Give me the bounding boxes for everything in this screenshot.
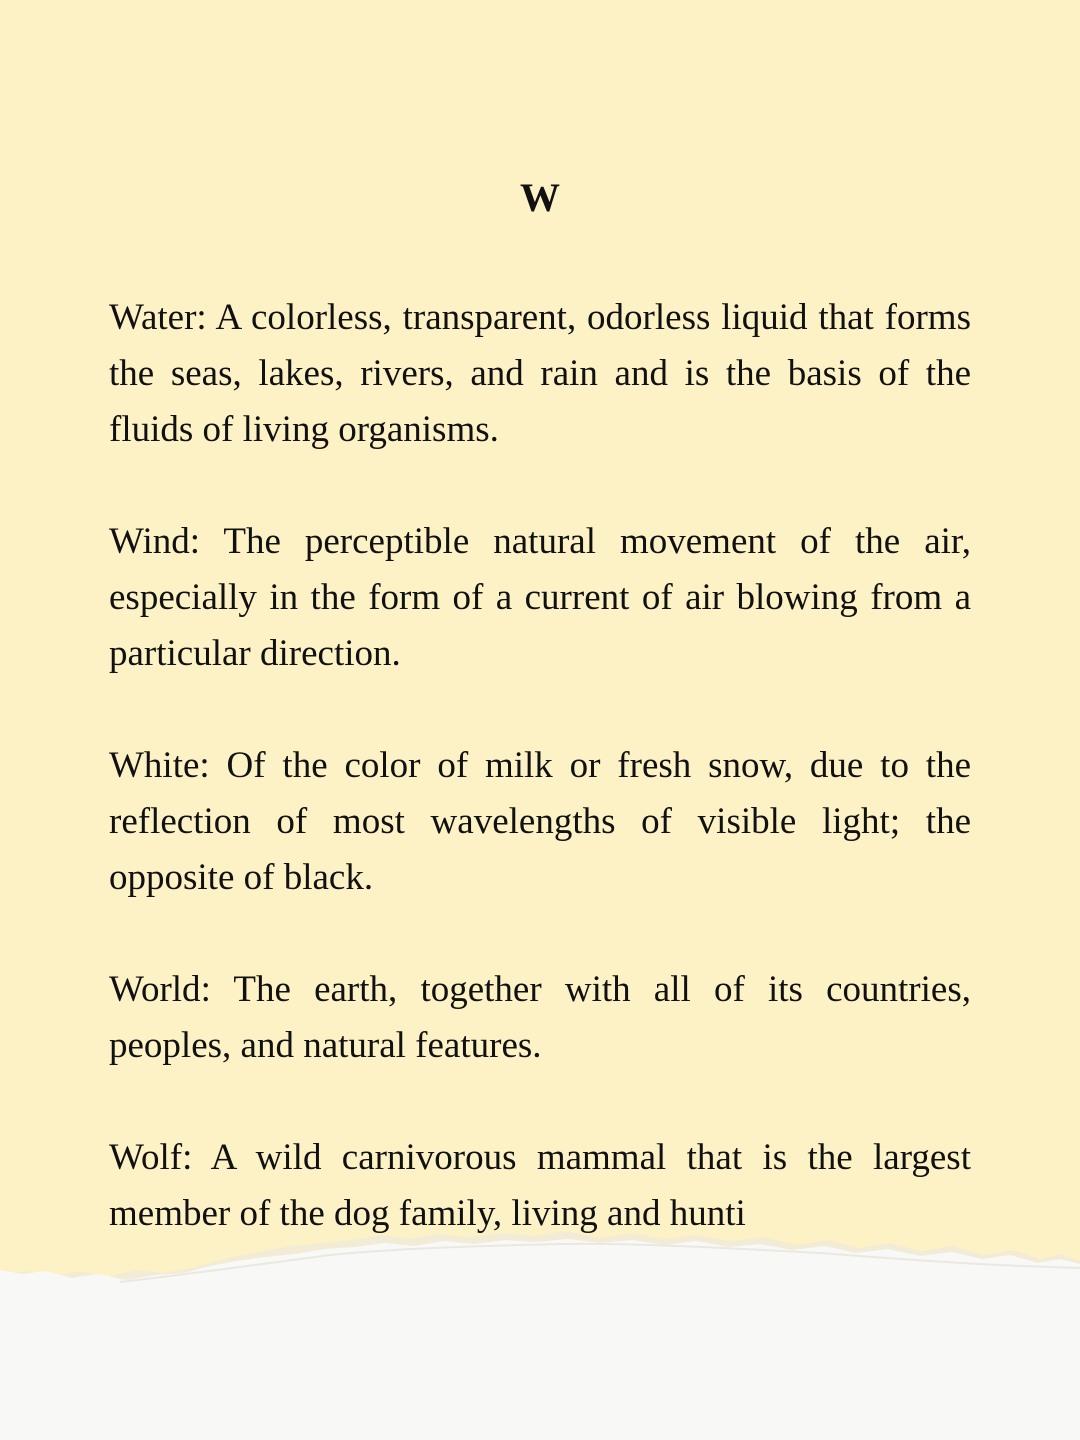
entry-term: White xyxy=(109,745,200,786)
entry-term: Wolf xyxy=(109,1137,183,1178)
entry-definition: The earth, together with all of its countries, peoples, and natural features. xyxy=(109,969,971,1066)
dictionary-entry-wind: Wind: The perceptible natural movement of the air, especially in the form of a current of air blowing from a particular direction. xyxy=(109,521,971,674)
entry-term: World xyxy=(109,969,201,1010)
dictionary-entries xyxy=(109,290,971,1298)
dictionary-entry-world: World: The earth, together with all of its countries, peoples, and natural features. xyxy=(109,969,971,1066)
entry-definition: The perceptible natural movement of the air, especially in the form of a current of air blowing from a particular direction. xyxy=(109,521,971,674)
torn-paper-edge xyxy=(0,1239,1080,1440)
dictionary-entry-water: Water: A colorless, transparent, odorless liquid that forms the seas, lakes, rivers, and rain and is the basis of the fluids of living organisms. xyxy=(109,297,971,450)
entry-definition: A colorless, transparent, odorless liquid that forms the seas, lakes, rivers, and rain and is the basis of the fluids of living organisms. xyxy=(109,297,971,450)
dictionary-entry-white: White: Of the color of milk or fresh snow, due to the reflection of most wavelengths of visible light; the opposite of black. xyxy=(109,745,971,898)
section-letter-heading: W xyxy=(520,175,560,220)
entry-term: Wind xyxy=(109,521,190,562)
dictionary-entry-wolf: Wolf: A wild carnivorous mammal that is the largest member of the dog family, living and hunti xyxy=(109,1137,971,1234)
torn-paper-overlay xyxy=(0,1210,1080,1440)
entry-definition: A wild carnivorous mammal that is the largest member of the dog family, living and hunti xyxy=(109,1137,971,1234)
entry-term: Water xyxy=(109,297,197,338)
entry-definition: Of the color of milk or fresh snow, due to the reflection of most wavelengths of visible light; the opposite of black. xyxy=(109,745,971,898)
